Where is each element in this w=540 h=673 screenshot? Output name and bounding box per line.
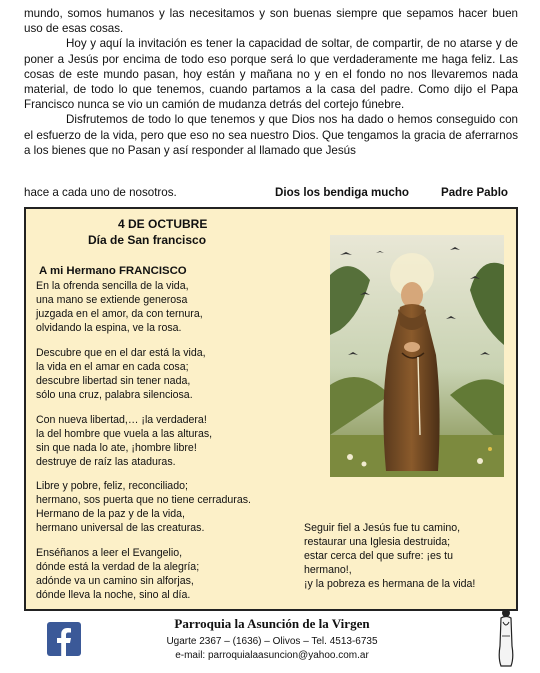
poem-line: Seguir fiel a Jesús fue tu camino, (304, 522, 461, 534)
intro-paragraph-1: mundo, somos humanos y las necesitamos y son buenas siempre que sepamos hacer buen uso de esas cosas. (24, 7, 518, 36)
poem-line: destruye de raíz las ataduras. (36, 456, 176, 468)
intro-paragraph-3-end: hace a cada uno de nosotros. (24, 186, 177, 199)
poem-line: hermano!, (304, 564, 352, 576)
facebook-icon[interactable] (47, 622, 81, 656)
poem-line: adónde va un camino sin alforjas, (36, 575, 194, 587)
saint-francis-painting (330, 235, 504, 477)
poem-title: A mi Hermano FRANCISCO (39, 265, 187, 277)
stanza-1 (36, 279, 306, 335)
poem-line: descubre libertad sin tener nada, (36, 375, 191, 387)
poem-line: En la ofrenda sencilla de la vida, (36, 280, 189, 292)
poem-line: una mano se extiende generosa (36, 294, 188, 306)
poem-line: hermano universal de las creaturas. (36, 522, 205, 534)
poem-line: sólo una cruz, palabra silenciosa. (36, 389, 193, 401)
final-stanza (304, 521, 514, 591)
poem-line: dónde está la verdad de la alegría; (36, 561, 200, 573)
signature-row (24, 185, 518, 201)
parish-email: e-mail: parroquialaasuncion@yahoo.com.ar (175, 650, 369, 661)
poem-line: juzgada en el amor, da con ternura, (36, 308, 203, 320)
stanza-3 (36, 413, 306, 469)
poem-line: Hermano de la paz y de la vida, (36, 508, 185, 520)
poem-line: estar cerca del que sufre: ¡es tu (304, 550, 453, 562)
poem-line: hermano, sos puerta que no tiene cerraduras. (36, 494, 251, 506)
poem-line: la del hombre que vuela a las alturas, (36, 428, 213, 440)
poem-line: sin que nada lo ate, ¡hombre libre! (36, 442, 197, 454)
poem-line: ¡y la pobreza es hermana de la vida! (304, 578, 476, 590)
feast-title: Día de San francisco (88, 233, 207, 247)
intro-text (24, 6, 518, 158)
intro-paragraph-2: Hoy y aquí la invitación es tener la capacidad de soltar, de compartir, de no atarse y de poner a Jesús por encima de todo eso porque será lo que verdaderamente me haga feliz. Las cosas de este mundo pasan, hoy están y mañana no y en el fondo no nos llevaremos nada material, de todo lo que tenemos, cuando partamos a la casa del padre. Como dijo el Papa Francisco nunca se vio un camión de mudanza detrás del cortejo fúnebre. (24, 37, 518, 112)
poem-line: restaurar una Iglesia destruida; (304, 536, 451, 548)
stanza-4 (36, 479, 306, 535)
intro-paragraph-3: Disfrutemos de todo lo que tenemos y que Dios nos ha dado o hemos conseguido con el esfuerzo de la vida, pero que eso no sea nuestro Dios. Que tengamos la gracia de aferrarnos a los bienes que no Pasan y así responder al llamado que Jesús (24, 113, 518, 157)
poem-line: Con nueva libertad,… ¡la verdadera! (36, 414, 207, 426)
stanza-2 (36, 346, 306, 402)
parish-footer (122, 616, 422, 663)
parish-address: Ugarte 2367 – (1636) – Olivos – Tel. 4513-6735 (166, 636, 378, 647)
feature-box (24, 207, 518, 611)
feast-date: 4 DE OCTUBRE (118, 217, 208, 231)
poem-line: Enséñanos a leer el Evangelio, (36, 547, 183, 559)
virgin-statue-icon (494, 606, 518, 668)
poem-line: la vida en el amar en cada cosa; (36, 361, 189, 373)
poem-line: Descubre que en el dar está la vida, (36, 347, 206, 359)
blessing: Dios los bendiga mucho (275, 186, 409, 199)
stanza-5 (36, 546, 306, 602)
poem-line: dónde lleva la noche, sino al día. (36, 589, 191, 601)
poem-line: olvidando la espina, ve la rosa. (36, 322, 182, 334)
poem-line: Libre y pobre, feliz, reconciliado; (36, 480, 188, 492)
parish-name: Parroquia la Asunción de la Virgen (174, 616, 370, 631)
signature: Padre Pablo (441, 186, 509, 199)
